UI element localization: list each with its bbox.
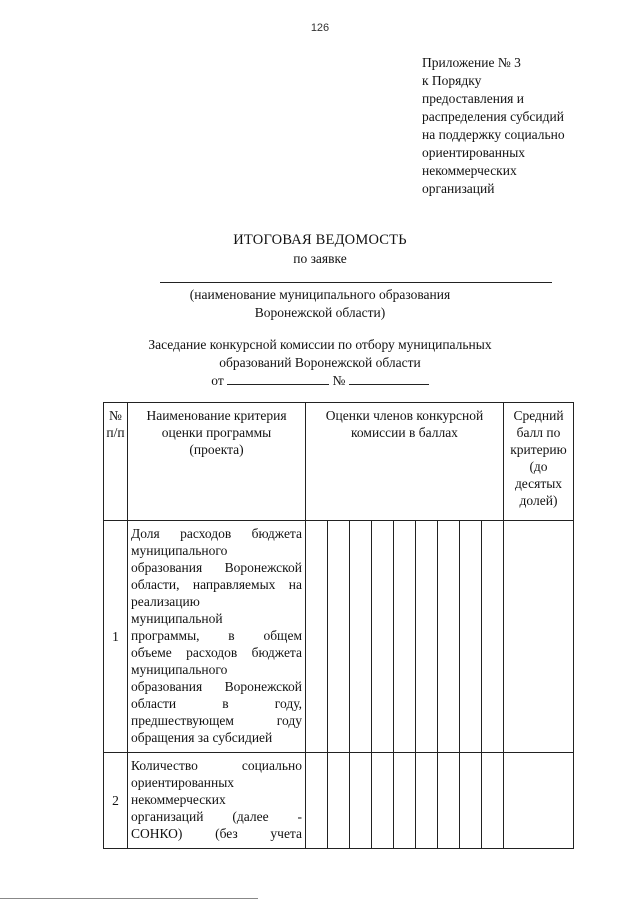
- score-cell[interactable]: [372, 753, 394, 849]
- appendix-line: распределения субсидий: [422, 109, 564, 124]
- criterion-line: предшествующем году: [131, 713, 302, 728]
- score-cell[interactable]: [460, 521, 482, 753]
- table-row: [104, 521, 574, 753]
- meeting-date-line: [0, 372, 640, 390]
- score-cell[interactable]: [482, 521, 504, 753]
- header-scores: [306, 403, 504, 521]
- municipality-name-caption: [0, 286, 640, 322]
- score-cell[interactable]: [306, 521, 328, 753]
- appendix-line: на поддержку социально: [422, 127, 565, 142]
- rating-table: [103, 402, 574, 849]
- score-cell[interactable]: [306, 753, 328, 849]
- appendix-line: Приложение № 3: [422, 55, 521, 70]
- score-cell[interactable]: [438, 521, 460, 753]
- score-cell[interactable]: [350, 753, 372, 849]
- appendix-line: некоммерческих: [422, 163, 517, 178]
- row-criterion: [128, 521, 306, 753]
- score-cell[interactable]: [328, 521, 350, 753]
- header-average: [504, 403, 574, 521]
- appendix-block: [422, 54, 627, 198]
- score-cell[interactable]: [460, 753, 482, 849]
- criterion-line: ориентированных: [131, 775, 235, 790]
- score-cell[interactable]: [416, 753, 438, 849]
- criterion-line: области, направляемых на: [131, 577, 302, 592]
- caption-line: (наименование муниципального образования: [189, 287, 451, 302]
- criterion-line: объеме расходов бюджета: [131, 645, 302, 660]
- score-cell[interactable]: [482, 753, 504, 849]
- criterion-line: области в году,: [131, 696, 302, 711]
- score-cell[interactable]: [372, 521, 394, 753]
- header-criterion-text: Наименование критерия оценки программы (проекта): [146, 408, 287, 457]
- appendix-line: организаций: [422, 181, 495, 196]
- page-number: 126: [310, 22, 330, 34]
- date-blank: [227, 372, 329, 385]
- document-subtitle: по заявке: [293, 251, 347, 266]
- score-cell[interactable]: [350, 521, 372, 753]
- criterion-line: Количество социально: [131, 758, 302, 773]
- criterion-line: образования Воронежской: [131, 679, 302, 694]
- criterion-line: образования Воронежской: [131, 560, 302, 575]
- footer-rule: [0, 898, 258, 899]
- criterion-line: реализацию: [131, 594, 200, 609]
- meeting-line: образований Воронежской области: [219, 355, 421, 370]
- criterion-line: некоммерческих: [131, 792, 226, 807]
- criterion-line: программы, в общем: [131, 628, 302, 643]
- row-number: 1: [104, 521, 128, 753]
- header-num: № п/п: [104, 403, 128, 521]
- header-average-text: Средний балл по критерию (до десятых долей): [510, 408, 567, 508]
- average-cell[interactable]: [504, 521, 574, 753]
- caption-line: Воронежской области): [254, 305, 386, 320]
- header-scores-text: Оценки членов конкурсной комиссии в баллах: [325, 408, 484, 440]
- score-cell[interactable]: [438, 753, 460, 849]
- appendix-line: ориентированных: [422, 145, 526, 160]
- meeting-line: Заседание конкурсной комиссии по отбору муниципальных: [148, 337, 492, 352]
- date-prefix: от: [211, 373, 224, 388]
- score-cell[interactable]: [416, 521, 438, 753]
- number-prefix: №: [332, 373, 346, 388]
- appendix-line: предоставления и: [422, 91, 524, 106]
- criterion-line: муниципального: [131, 662, 228, 677]
- average-cell[interactable]: [504, 753, 574, 849]
- criterion-line: муниципального: [131, 543, 228, 558]
- table-row: [104, 753, 574, 849]
- criterion-line: муниципальной: [131, 611, 223, 626]
- score-cell[interactable]: [394, 521, 416, 753]
- number-blank: [349, 372, 429, 385]
- row-number: 2: [104, 753, 128, 849]
- table-header-row: [104, 403, 574, 521]
- criterion-line: обращения за субсидией: [131, 730, 273, 745]
- appendix-line: к Порядку: [422, 73, 482, 88]
- score-cell[interactable]: [328, 753, 350, 849]
- meeting-info: [0, 336, 640, 390]
- score-cell[interactable]: [394, 753, 416, 849]
- document-title: ИТОГОВАЯ ВЕДОМОСТЬ: [233, 232, 407, 248]
- criterion-line: организаций (далее -: [131, 809, 302, 824]
- criterion-line: Доля расходов бюджета: [131, 526, 302, 541]
- row-criterion: [128, 753, 306, 849]
- header-criterion: [128, 403, 306, 521]
- municipality-name-line: [160, 282, 552, 283]
- criterion-line: СОНКО) (без учета: [131, 826, 302, 841]
